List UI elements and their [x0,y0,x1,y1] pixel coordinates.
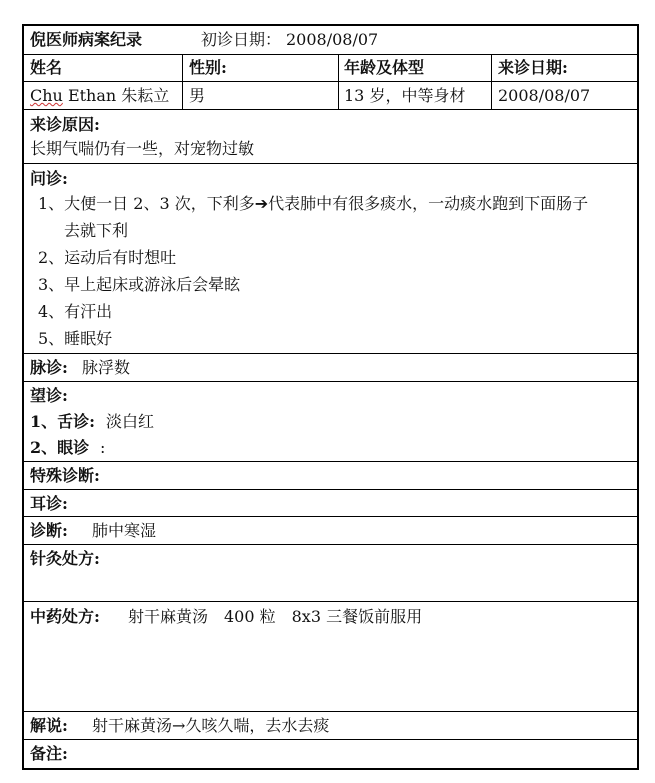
reason-label: 来诊原因: [30,115,100,134]
explanation-label: 解说: [30,716,68,735]
patient-name [30,86,169,106]
pulse-label: 脉诊: [30,358,68,377]
patient-row [24,82,637,110]
header-return-date: 来诊日期: [498,58,568,77]
inquiry-item-1: 1、大便一日 2、3 次，下利多➔代表肺中有很多痰水，一动痰水跑到下面肠子 [38,194,589,213]
eye-value: : [100,438,106,457]
title-row [24,26,637,55]
herbal-label: 中药处方: [30,607,100,626]
acupuncture-section [24,545,637,602]
reason-section [24,110,637,164]
special-diagnosis-section [24,462,637,490]
herbal-section [24,602,637,712]
first-visit-date: 2008/08/07 [286,30,379,49]
header-age-build: 年龄及体型 [344,58,425,77]
patient-age-build: 13 岁，中等身材 [344,86,466,105]
inspection-section [24,382,637,462]
herbal-value: 射干麻黄汤 400 粒 8x3 三餐饭前服用 [128,607,423,626]
tongue-label: 1、舌诊: [30,412,96,431]
inquiry-item-1-cont: 去就下利 [64,221,129,240]
inquiry-item-4: 4、有汗出 [38,302,113,321]
inquiry-item-5: 5、睡眠好 [38,329,113,348]
diagnosis-label: 诊断: [30,521,68,540]
tongue-value: 淡白红 [106,412,155,431]
medical-record-sheet [22,24,639,770]
first-visit-label: 初诊日期： [201,30,282,49]
header-gender: 性别: [189,58,227,77]
ear-section [24,490,637,517]
diagnosis-section [24,517,637,545]
inquiry-item-3: 3、早上起床或游泳后会晕眩 [38,275,241,294]
header-row [24,55,637,82]
patient-return-date: 2008/08/07 [498,86,591,105]
acupuncture-label: 针灸处方: [30,549,100,568]
pulse-value: 脉浮数 [82,358,131,377]
patient-name-rest: Ethan 朱耘立 [62,86,170,105]
notes-label: 备注: [30,744,68,763]
explanation-section [24,712,637,740]
inquiry-label: 问诊: [30,169,68,188]
notes-section [24,740,637,768]
patient-name-latin: Chu [30,86,63,105]
ear-label: 耳诊: [30,494,68,513]
reason-text: 长期气喘仍有一些，对宠物过敏 [30,139,255,158]
inquiry-section [24,164,637,354]
explanation-value: 射干麻黄汤→久咳久喘，去水去痰 [92,716,330,735]
inspection-label: 望诊: [30,386,68,405]
special-diagnosis-label: 特殊诊断: [30,466,100,485]
pulse-section [24,354,637,382]
eye-label: 2、眼诊 [30,438,90,457]
inquiry-item-2: 2、运动后有时想吐 [38,248,177,267]
patient-gender: 男 [189,86,206,105]
diagnosis-value: 肺中寒湿 [92,521,157,540]
record-title: 倪医师病案纪录 [30,30,143,49]
header-name: 姓名 [30,58,63,77]
